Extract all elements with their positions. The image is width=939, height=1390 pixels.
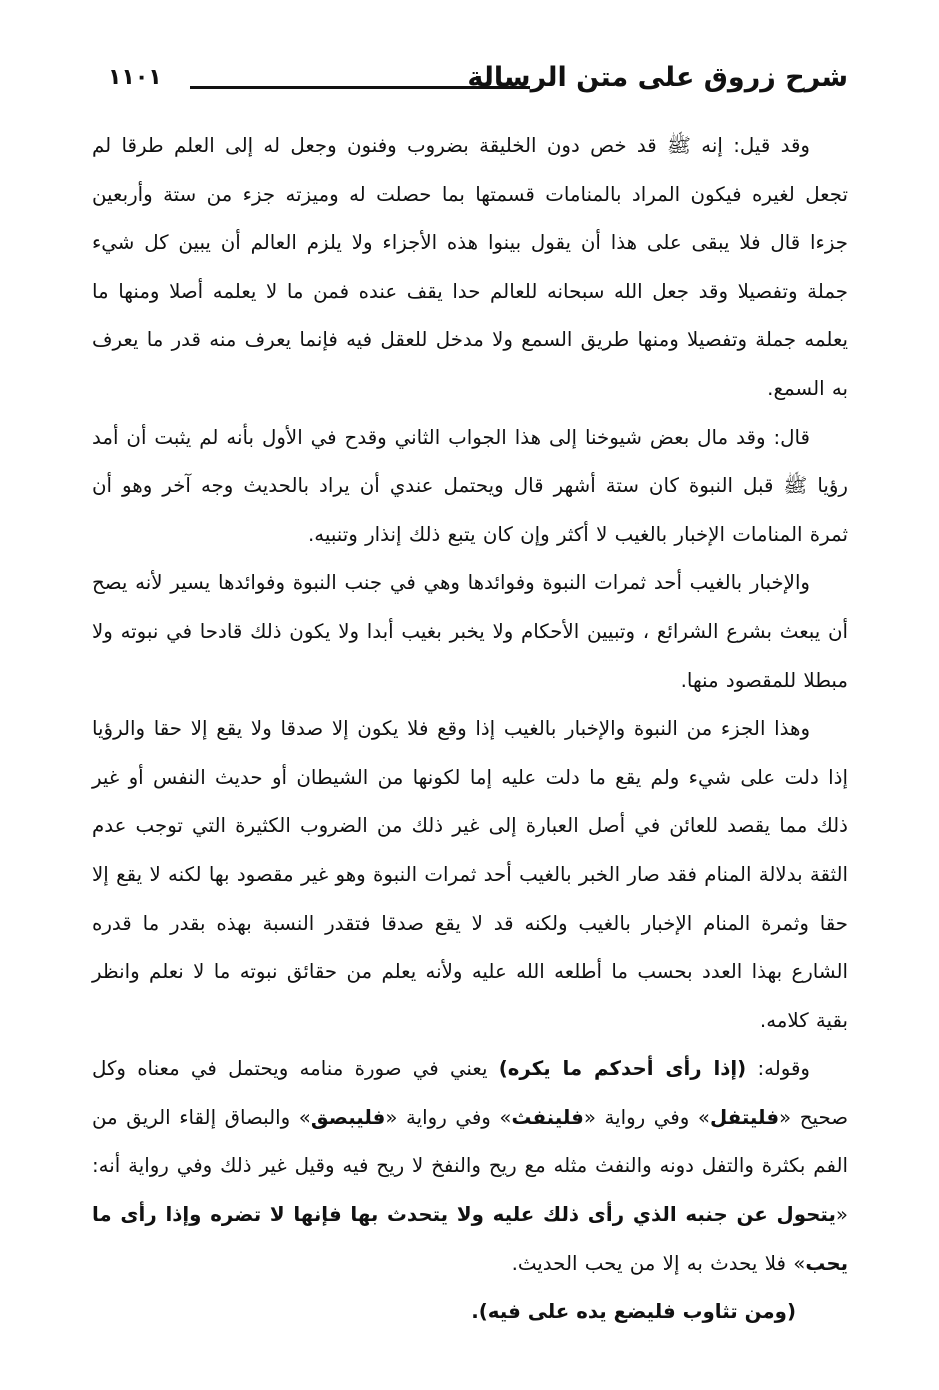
text-segment: يعني في صورة منامه ويحتمل في معناه وكل صحيح « xyxy=(92,1057,849,1129)
text-segment: » فلا يحدث به إلا من يحب الحديث. xyxy=(511,1251,806,1275)
text-segment: » وفي رواية « xyxy=(583,1105,710,1129)
paragraph-2: قال: وقد مال بعض شيوخنا إلى هذا الجواب الثاني وقدح في الأول بأنه لم يثبت أن أمد رؤيا ﷺ قبل النبوة كان ستة أشهر قال ويحتمل عندي أن يراد بالحديث وجه آخر وهو أن ثمرة المنامات الإخبار بالغيب لا أكثر وإن كان يتبع ذلك إنذار وتنبيه. xyxy=(92,425,848,546)
bold-segment: فليتفل xyxy=(709,1105,780,1129)
closing-line: (ومن تثاوب فليضع يده على فيه). xyxy=(471,1300,796,1324)
bold-segment: فلينفث xyxy=(511,1105,584,1129)
paragraph-1: وقد قيل: إنه ﷺ قد خص دون الخليقة بضروب وفنون وجعل له إلى العلم طرقا لم تجعل لغيره فيكون المراد بالمنامات قسمتها بما حصلت له وميزته جزء من ستة وأربعين جزءا قال فلا يبقى على هذا أن يقول بينوا هذه الأجزاء ولا يلزم العالم أن يبين كل شيء جملة وتفصيلا وقد جعل الله سبحانه للعالم حدا يقف عنده فمن ما لا يعلمه أصلا ومنها ما يعلمه جملة وتفصيلا ومنها طريق السمع ولا مدخل للعقل فيه فإنما يعرف منه قدر ما يعرف به السمع. xyxy=(92,134,848,400)
running-title: شرح زروق على متن الرسالة xyxy=(467,62,848,93)
page-number: ١١٠١ xyxy=(108,65,162,90)
bold-segment: فليبصق xyxy=(310,1105,386,1129)
text-segment: » وفي رواية « xyxy=(385,1105,512,1129)
paragraph-4: وهذا الجزء من النبوة والإخبار بالغيب إذا وقع فلا يكون إلا صدقا ولا يقع إلا حقا والرؤيا إذا دلت على شيء ولم يقع ما دلت عليه إما لكونها من الشيطان أو حديث النفس أو غير ذلك مما يقصد للعائن في أصل العبارة إلى غير ذلك من الضروب الكثيرة التي توجب عدم الثقة بدلالة المنام فقد صار الخبر بالغيب أحد ثمرات النبوة وهو غير مقصود بها لكنه لا يقع إلا حقا وثمرة المنام الإخبار بالغيب ولكنه قد لا يقع صدقا فتقدر النسبة بهذه بقدر ما قدره الشارع بهذا العدد بحسب ما أطلعه الله عليه ولأنه يعلم من حقائق نبوته ما لا نعلم وانظر بقية كلامه. xyxy=(92,717,848,1032)
page-header xyxy=(108,56,848,100)
text-segment: » والبصاق إلقاء الريق من الفم بكثرة والتفل دونه والنفث مثله مع ريح والنفخ لا ريح فيه وقيل غير ذلك وفي رواية أنه: « xyxy=(92,1105,848,1227)
paragraph-3: والإخبار بالغيب أحد ثمرات النبوة وفوائدها وهي في جنب النبوة وفوائدها يسير لأنه يصح أن يبعث بشرع الشرائع ، وتبيين الأحكام ولا يخبر بغيب أبدا ولا يكون ذلك قادحا في نبوته ولا مبطلا للمقصود منها. xyxy=(92,571,848,692)
paragraph-5 xyxy=(92,1045,848,1288)
bold-segment: (إذا رأى أحدكم ما يكره) xyxy=(498,1057,747,1081)
main-text xyxy=(92,122,848,1337)
bold-segment: يتحول عن جنبه الذي رأى ذلك عليه ولا يتحدث بها فإنها لا تضره وإذا رأى ما يحب xyxy=(92,1203,848,1275)
text-segment: وقوله: xyxy=(746,1057,810,1081)
